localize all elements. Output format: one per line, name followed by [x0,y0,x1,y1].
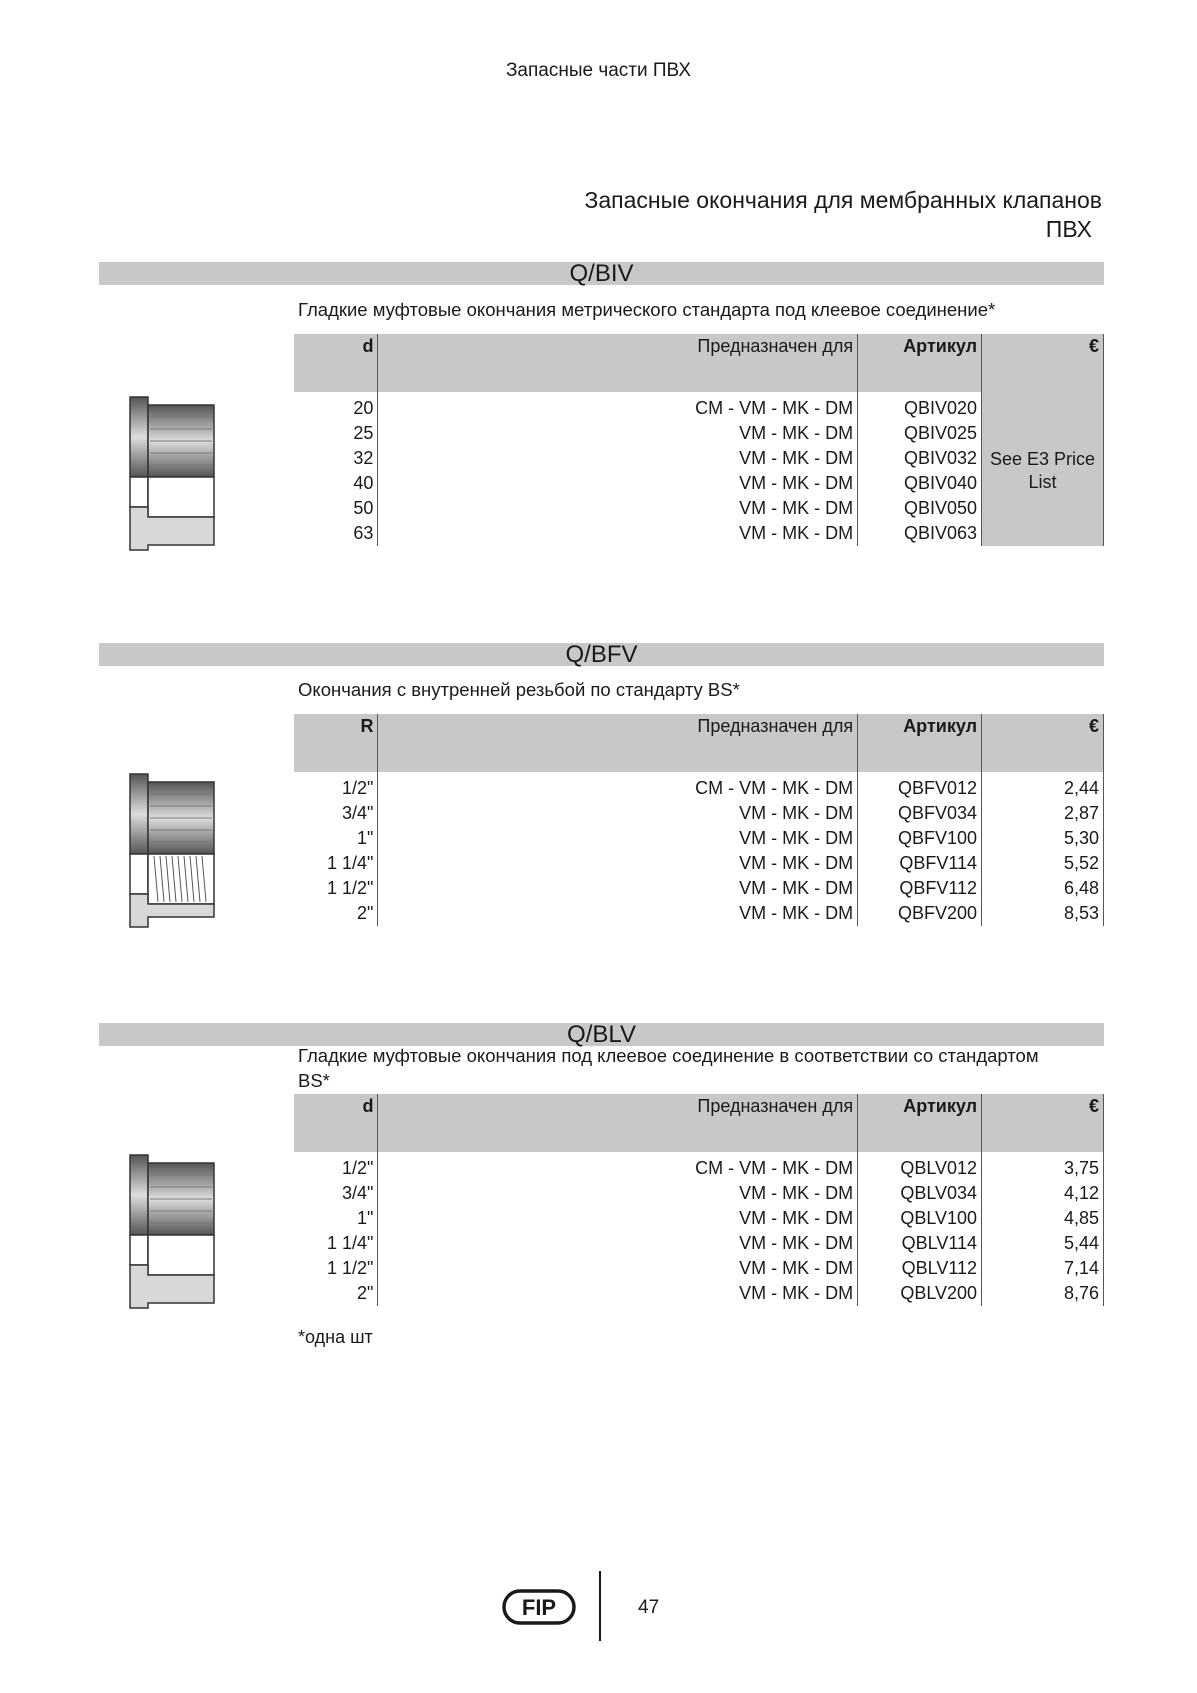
cell-article: QBFV012 [858,776,982,801]
cell-for: CM - VM - MK - DM [378,396,858,421]
cell-for: VM - MK - DM [378,1281,858,1306]
fitting-drawing-icon [128,1153,218,1313]
page-number: 47 [638,1597,660,1618]
footnote: *одна шт [298,1327,373,1347]
cell-size: 1 1/2" [294,876,378,901]
cell-size: 1/2" [294,776,378,801]
col-size: d [294,1094,378,1152]
cell-for: VM - MK - DM [378,1256,858,1281]
table-row [294,776,1104,801]
cell-article: QBFV112 [858,876,982,901]
cell-size: 3/4" [294,801,378,826]
section-code: Q/BLV [567,1021,636,1048]
cell-for: VM - MK - DM [378,1181,858,1206]
parts-table [294,1094,1104,1306]
cell-price: 2,44 [982,776,1104,801]
cell-size: 32 [294,446,378,471]
threaded-fitting-drawing-icon [128,772,218,932]
cell-size: 40 [294,471,378,496]
cell-size: 2" [294,1281,378,1306]
cell-article: QBFV114 [858,851,982,876]
cell-size: 1" [294,1206,378,1231]
table-row [294,1156,1104,1181]
cell-for: CM - VM - MK - DM [378,1156,858,1181]
cell-for: VM - MK - DM [378,826,858,851]
cell-for: VM - MK - DM [378,801,858,826]
cell-for: VM - MK - DM [378,876,858,901]
table-row [294,1256,1104,1281]
cell-for: VM - MK - DM [378,421,858,446]
cell-price: 8,76 [982,1281,1104,1306]
cell-size: 1/2" [294,1156,378,1181]
col-article: Артикул [858,334,982,392]
table-row [294,1206,1104,1231]
fip-logo-icon [502,1588,576,1626]
col-article: Артикул [858,1094,982,1152]
cell-price: 4,12 [982,1181,1104,1206]
fip-logo-text: FIP [521,1595,557,1620]
cell-price-note: See E3 Price List [982,396,1104,546]
page-title-line-2: ПВХ [1045,216,1092,242]
col-article: Артикул [858,714,982,772]
table-row [294,1181,1104,1206]
section-subtitle: Гладкие муфтовые окончания под клеевое соединение в соответствии со стандартом BS* [298,1045,1039,1091]
cell-for: CM - VM - MK - DM [378,776,858,801]
cell-article: QBIV040 [858,471,982,496]
cell-for: VM - MK - DM [378,1231,858,1256]
page-title-line-1: Запасные окончания для мембранных клапанов [584,187,1102,213]
cell-for: VM - MK - DM [378,446,858,471]
col-price: € [982,1094,1104,1152]
table-row [294,851,1104,876]
section-subtitle: Окончания с внутренней резьбой по стандарту BS* [298,679,740,700]
cell-for: VM - MK - DM [378,496,858,521]
col-size: d [294,334,378,392]
cell-for: VM - MK - DM [378,1206,858,1231]
cell-for: VM - MK - DM [378,471,858,496]
section-code: Q/BFV [565,641,638,668]
parts-table [294,334,1104,546]
table-row [294,801,1104,826]
cell-price: 6,48 [982,876,1104,901]
cell-article: QBIV025 [858,421,982,446]
table-row [294,876,1104,901]
cell-size: 20 [294,396,378,421]
section-subtitle: Гладкие муфтовые окончания метрического стандарта под клеевое соединение* [298,299,996,320]
cell-size: 1 1/2" [294,1256,378,1281]
cell-for: VM - MK - DM [378,521,858,546]
table-row [294,1231,1104,1256]
col-price: € [982,334,1104,392]
cell-price: 5,44 [982,1231,1104,1256]
cell-size: 1 1/4" [294,851,378,876]
cell-price: 4,85 [982,1206,1104,1231]
page-title [402,186,1102,244]
col-size: R [294,714,378,772]
col-for: Предназначен для [378,334,858,392]
cell-size: 63 [294,521,378,546]
cell-article: QBFV200 [858,901,982,926]
cell-article: QBLV200 [858,1281,982,1306]
table-row [294,396,1104,421]
cell-size: 1" [294,826,378,851]
cell-size: 3/4" [294,1181,378,1206]
cell-article: QBFV100 [858,826,982,851]
cell-article: QBLV114 [858,1231,982,1256]
table-row [294,901,1104,926]
table-row [294,1281,1104,1306]
cell-article: QBIV020 [858,396,982,421]
fitting-drawing-icon [128,395,218,555]
cell-for: VM - MK - DM [378,851,858,876]
cell-article: QBLV034 [858,1181,982,1206]
cell-size: 50 [294,496,378,521]
cell-article: QBIV063 [858,521,982,546]
cell-size: 2" [294,901,378,926]
cell-for: VM - MK - DM [378,901,858,926]
cell-price: 5,30 [982,826,1104,851]
col-price: € [982,714,1104,772]
cell-price: 3,75 [982,1156,1104,1181]
cell-price: 8,53 [982,901,1104,926]
footer-divider [599,1571,601,1641]
cell-article: QBLV012 [858,1156,982,1181]
cell-price: 5,52 [982,851,1104,876]
table-row [294,826,1104,851]
col-for: Предназначен для [378,1094,858,1152]
cell-article: QBLV112 [858,1256,982,1281]
cell-article: QBIV050 [858,496,982,521]
section-code: Q/BIV [569,260,634,287]
cell-price: 7,14 [982,1256,1104,1281]
parts-table [294,714,1104,926]
cell-price: 2,87 [982,801,1104,826]
col-for: Предназначен для [378,714,858,772]
cell-size: 1 1/4" [294,1231,378,1256]
cell-article: QBLV100 [858,1206,982,1231]
cell-article: QBFV034 [858,801,982,826]
cell-article: QBIV032 [858,446,982,471]
running-header: Запасные части ПВХ [505,60,692,81]
cell-size: 25 [294,421,378,446]
